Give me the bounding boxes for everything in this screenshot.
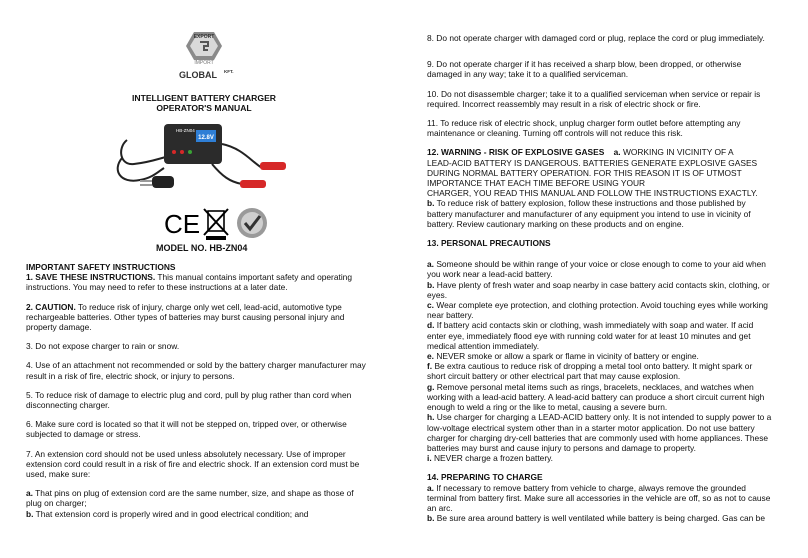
p10-text-2: required. Incorrect reassembly may result in a risk of electric shock or fire. bbox=[427, 98, 701, 109]
p13b-text: Have plenty of fresh water and soap nearby in case battery acid contacts skin, clothing, or bbox=[434, 279, 770, 290]
paragraph-12 bbox=[427, 147, 787, 229]
right-column-text bbox=[427, 33, 787, 532]
p13e-lead: e. bbox=[427, 351, 434, 362]
p13b-lead: b. bbox=[427, 279, 435, 290]
p11-text-2: maintenance or cleaning. Turning off controls will not reduce this risk. bbox=[427, 128, 683, 139]
p4-text: 4. Use of an attachment not recommended or sold by the battery charger manufacturer may bbox=[26, 360, 366, 371]
logo-text-top: EXPORT bbox=[193, 34, 215, 40]
p12-text-5: CHARGER, YOU READ THIS MANUAL AND FOLLOW THE INSTRUCTIONS EXACTLY. bbox=[427, 188, 758, 199]
p14b-text: Be sure area around battery is well ventilated while battery is being charged. Gas can be bbox=[434, 513, 765, 524]
p1-lead: 1. SAVE THESE INSTRUCTIONS. bbox=[26, 272, 156, 283]
p12-heading: 12. WARNING - RISK OF EXPLOSIVE GASES bbox=[427, 147, 605, 158]
manual-title bbox=[124, 93, 284, 113]
p12-text-2: LEAD-ACID BATTERY IS DANGEROUS. BATTERIES GENERATE EXPLOSIVE GASES bbox=[427, 157, 758, 168]
p13d-text-2: enter eye, immediately flood eye with running cold water for at least 10 minutes and get bbox=[427, 330, 751, 341]
p13g-text: Remove personal metal items such as rings, bracelets, necklaces, and watches when bbox=[434, 381, 754, 392]
p13d-text: If battery acid contacts skin or clothing, wash immediately with soap and water. If acid bbox=[434, 320, 754, 331]
p14a-text: If necessary to remove battery from vehicle to charge, always remove the grounded bbox=[434, 482, 746, 493]
left-column-text bbox=[26, 262, 398, 528]
p13h-text: Use charger for charging a LEAD-ACID battery only. It is not intended to supply power to a bbox=[434, 412, 772, 423]
red-clamp-2 bbox=[240, 180, 266, 188]
p12-text: WORKING IN VICINITY OF A bbox=[620, 147, 734, 158]
p13a-lead: a. bbox=[427, 259, 434, 270]
paragraph-6 bbox=[26, 419, 398, 439]
p13e-text: NEVER smoke or allow a spark or flame in vicinity of battery or engine. bbox=[434, 351, 699, 362]
p7b-lead: b. bbox=[26, 508, 34, 519]
p12b-text-2: battery manufacturer and manufacturer of any equipment you intend to use in vicinity of bbox=[427, 208, 751, 219]
red-clamp bbox=[260, 162, 286, 170]
p13-heading: 13. PERSONAL PRECAUTIONS bbox=[427, 238, 551, 249]
p6-text-2: subjected to damage or stress. bbox=[26, 429, 141, 440]
logo-text-suffix: KFT. bbox=[224, 69, 234, 74]
p4-text-2: result in a risk of fire, electric shock, or injury to persons. bbox=[26, 370, 235, 381]
p2-lead: 2. CAUTION. bbox=[26, 301, 76, 312]
p11-text: 11. To reduce risk of electric shock, unplug charger form outlet before attempting any bbox=[427, 118, 741, 129]
section-13-items bbox=[427, 259, 787, 463]
safety-instructions bbox=[26, 262, 398, 293]
p12b-text: To reduce risk of battery explosion, follow these instructions and those published by bbox=[434, 198, 746, 209]
certification-marks bbox=[160, 205, 272, 241]
p13a-text-2: you work near a lead-acid battery. bbox=[427, 269, 553, 280]
p13f-text: Be extra cautious to reduce risk of dropping a metal tool onto battery. It might spark or bbox=[432, 361, 753, 372]
paragraph-11 bbox=[427, 118, 787, 138]
section-14 bbox=[427, 472, 787, 523]
charger-label: HB-ZN04 bbox=[176, 128, 195, 133]
p10-text: 10. Do not disassemble charger; take it to a qualified serviceman when service or repair is bbox=[427, 88, 761, 99]
power-plug bbox=[152, 176, 174, 188]
p13c-text-2: near battery. bbox=[427, 310, 474, 321]
ce-mark-icon: CE bbox=[164, 209, 201, 239]
paragraph-3: 3. Do not expose charger to rain or snow. bbox=[26, 341, 180, 352]
p12b-lead: b. bbox=[427, 198, 435, 209]
weee-bin-icon bbox=[204, 209, 228, 240]
p13a-text: Someone should be within range of your voice or close enough to come to your aid when bbox=[434, 259, 766, 270]
p13h-text-3: charger for charging dry-cell batteries that are commonly used with home appliances. These bbox=[427, 432, 769, 443]
p13c-lead: c. bbox=[427, 300, 434, 311]
p13f-lead: f. bbox=[427, 361, 433, 372]
p13g-lead: g. bbox=[427, 381, 435, 392]
p7a-lead: a. bbox=[26, 488, 33, 499]
paragraph-2 bbox=[26, 302, 398, 333]
safety-heading: IMPORTANT SAFETY INSTRUCTIONS bbox=[26, 262, 176, 272]
title-line-1: INTELLIGENT BATTERY CHARGER bbox=[131, 93, 277, 103]
p13d-text-3: medical attention immediately. bbox=[427, 340, 540, 351]
p13c-text: Wear complete eye protection, and clothing protection. Avoid touching eyes while working bbox=[434, 300, 768, 311]
paragraph-7a-7b bbox=[26, 488, 398, 519]
paragraph-10 bbox=[427, 89, 787, 109]
paragraph-8: 8. Do not operate charger with damaged cord or plug, replace the cord or plug immediately. bbox=[427, 33, 765, 43]
p13b-text-2: eyes. bbox=[427, 289, 448, 300]
charger-product-image bbox=[112, 118, 292, 198]
p9-text-2: damaged in any way; take it to a qualified serviceman. bbox=[427, 69, 629, 80]
logo-text-mid: IMPORT bbox=[194, 60, 214, 66]
logo-text-brand: GLOBAL bbox=[179, 70, 217, 80]
p1-text: This manual contains important safety and operating bbox=[155, 272, 352, 283]
p12a-lead: a. bbox=[613, 147, 621, 158]
p2-text-3: property damage. bbox=[26, 322, 92, 333]
p9-text: 9. Do not operate charger if it has received a sharp blow, been dropped, or otherwise bbox=[427, 59, 742, 70]
p14a-lead: a. bbox=[427, 482, 434, 493]
p7-text-2: extension cord could result in a risk of fire and electric shock. If an extension cord must be bbox=[26, 458, 360, 469]
p7b-text: That extension cord is properly wired and in good electrical condition; and bbox=[33, 508, 309, 519]
paragraph-9 bbox=[427, 59, 787, 79]
paragraph-7 bbox=[26, 449, 398, 480]
p14a-text-2: terminal from battery first. Make sure all accessories in the vehicle are off, so as not to cause bbox=[427, 492, 771, 503]
p7-text: 7. An extension cord should not be used unless absolutely necessary. Use of improper bbox=[26, 448, 346, 459]
section-13-heading bbox=[427, 238, 787, 248]
p12-text-3: DURING NORMAL BATTERY OPERATION. FOR THIS REASON IT IS OF UTMOST bbox=[427, 167, 742, 178]
p13d-lead: d. bbox=[427, 320, 435, 331]
p14-heading: 14. PREPARING TO CHARGE bbox=[427, 472, 543, 483]
p2-text: To reduce risk of injury, charge only wet cell, lead-acid, automotive type bbox=[75, 301, 342, 312]
p2-text-2: rechargeable batteries. Other types of batteries may burst causing personal injury and bbox=[26, 311, 345, 322]
p7a-text: That pins on plug of extension cord are the same number, size, and shape as those of bbox=[33, 488, 354, 499]
p1-text-2: instructions. You may need to refer to these instructions at a later date. bbox=[26, 282, 288, 293]
p14b-lead: b. bbox=[427, 513, 435, 524]
p14a-text-3: an arc. bbox=[427, 502, 453, 513]
p13i-text: NEVER charge a frozen battery. bbox=[431, 453, 553, 464]
title-line-2: OPERATOR'S MANUAL bbox=[156, 103, 252, 113]
p12-text-4: IMPORTANCE THAT EACH TIME BEFORE USING YOUR bbox=[427, 178, 646, 189]
p13f-text-2: short circuit battery or other electrical part that may cause explosion. bbox=[427, 371, 681, 382]
p13g-text-3: enough to weld a ring or the like to metal, causing a severe burn. bbox=[427, 402, 668, 413]
paragraph-5 bbox=[26, 390, 398, 410]
p13h-text-4: batteries may burst and cause injury to persons and damage to property. bbox=[427, 442, 696, 453]
paragraph-4 bbox=[26, 360, 398, 380]
p13h-text-2: low-voltage electrical system other than in a starter motor application. Do not use battery bbox=[427, 422, 755, 433]
model-number: MODEL NO. HB-ZN04 bbox=[156, 243, 248, 253]
p5-text-2: disconnecting charger. bbox=[26, 400, 110, 411]
p7a-text-2: plug on charger; bbox=[26, 498, 87, 509]
p13h-lead: h. bbox=[427, 412, 435, 423]
display-readout: 12.8V bbox=[198, 135, 214, 141]
p7-text-3: used, make sure: bbox=[26, 469, 91, 480]
p6-text: 6. Make sure cord is located so that it will not be stepped on, tripped over, or otherwise bbox=[26, 419, 347, 430]
brand-logo bbox=[160, 28, 246, 90]
p12b-text-3: battery. Review cautionary marking on these products and on engine. bbox=[427, 218, 684, 229]
quality-check-icon bbox=[237, 208, 267, 238]
p13i-lead: i. bbox=[427, 453, 432, 464]
p5-text: 5. To reduce risk of damage to electric plug and cord, pull by plug rather than cord when bbox=[26, 389, 352, 400]
p13g-text-2: working with a lead-acid battery. A lead-acid battery can produce a short circuit current high bbox=[427, 391, 765, 402]
